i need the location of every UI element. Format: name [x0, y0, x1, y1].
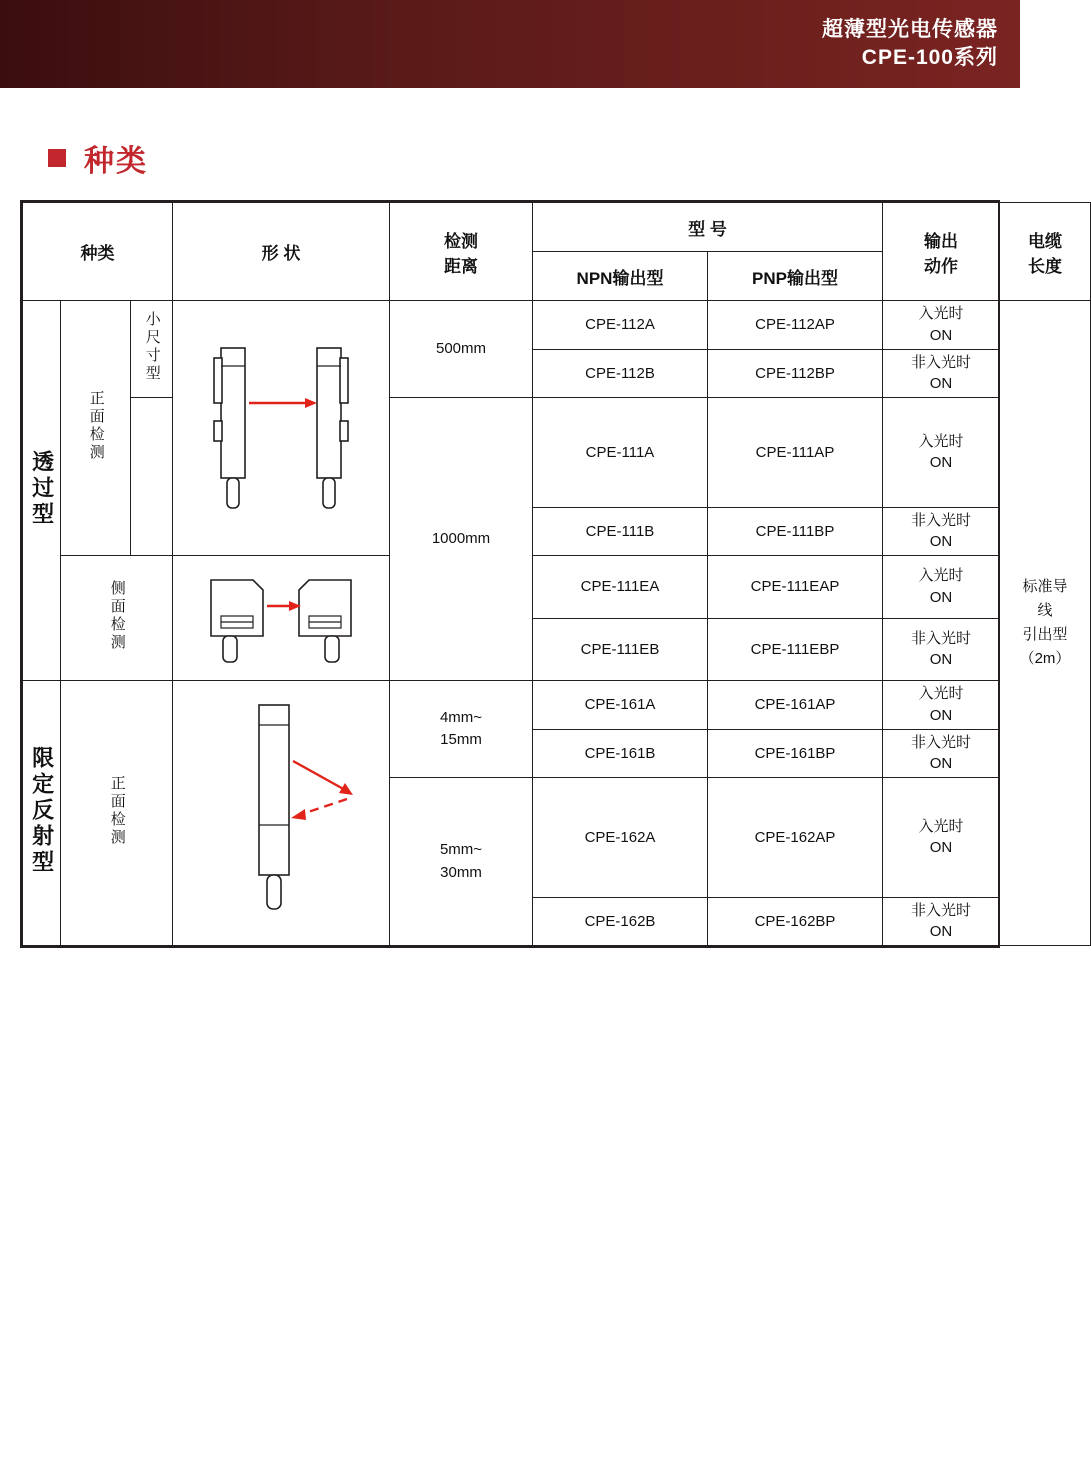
distance-4-15mm-line1: 4mm~ [439, 708, 483, 726]
model-npn: CPE-111EB [533, 618, 708, 681]
limited-reflective-sensor-icon [181, 683, 381, 943]
output-action-line2: ON [929, 923, 953, 941]
output-action [883, 681, 1000, 730]
subtype-front-detect-2-text: 正面检测 [108, 775, 126, 847]
subtype-label-front-detect-1 [61, 301, 131, 556]
table-row [23, 556, 1091, 619]
model-pnp: CPE-112AP [708, 301, 883, 350]
page-title: 种类 [84, 145, 148, 178]
empty-subtype-spacer [131, 398, 173, 556]
output-action [883, 556, 1000, 619]
model-pnp: CPE-111BP [708, 507, 883, 556]
output-action [883, 349, 1000, 398]
output-action-line1: 非入光时 [911, 733, 972, 751]
model-pnp: CPE-111EBP [708, 618, 883, 681]
table-row [23, 301, 1091, 350]
model-npn: CPE-111EA [533, 556, 708, 619]
square-bullet-icon [48, 149, 66, 167]
distance-5-30mm-line2: 30mm [440, 863, 482, 881]
distance-500mm: 500mm [390, 301, 533, 398]
subtype-small-size-text: 小尺寸型 [143, 311, 161, 383]
through-beam-front-sensor-icon [181, 303, 381, 553]
output-action-line1: 非入光时 [911, 511, 972, 529]
header-npn: NPN输出型 [533, 252, 708, 301]
output-action [883, 618, 1000, 681]
cable-line4: （2m） [1019, 650, 1071, 667]
model-npn: CPE-111B [533, 507, 708, 556]
specification-table [22, 202, 1091, 946]
header-distance-line1: 检测 [444, 231, 478, 251]
header-output [883, 203, 1000, 301]
output-action [883, 897, 1000, 946]
model-npn: CPE-111A [533, 398, 708, 508]
header-shape: 形 状 [173, 203, 390, 301]
cable-line3: 引出型 [1022, 626, 1068, 643]
table-header-row-1 [23, 203, 1091, 252]
specification-table-wrapper [20, 200, 1071, 948]
model-npn: CPE-161B [533, 729, 708, 778]
header-kind: 种类 [23, 203, 173, 301]
output-action-line1: 非入光时 [911, 901, 972, 919]
output-action-line2: ON [929, 755, 953, 773]
group-label-through-beam-text: 透过型 [29, 449, 55, 528]
table-row [23, 681, 1091, 730]
group-label-limited-reflective-text: 限定反射型 [29, 746, 55, 876]
model-npn: CPE-112B [533, 349, 708, 398]
model-pnp: CPE-112BP [708, 349, 883, 398]
subtype-side-detect-text: 侧面检测 [108, 580, 126, 652]
shape-diagram-limited-reflective [173, 681, 390, 946]
output-action-line2: ON [929, 588, 953, 606]
output-action-line2: ON [929, 454, 953, 472]
header-output-line1: 输出 [924, 231, 959, 251]
output-action-line2: ON [929, 651, 953, 669]
model-pnp: CPE-111AP [708, 398, 883, 508]
model-pnp: CPE-161BP [708, 729, 883, 778]
section-heading [48, 136, 1020, 180]
subtype-label-small-size [131, 301, 173, 398]
cable-length-value [1000, 301, 1091, 946]
group-label-through-beam [23, 301, 61, 681]
output-action-line2: ON [929, 706, 953, 724]
header-output-line2: 动作 [924, 256, 959, 276]
shape-diagram-through-beam-front [173, 301, 390, 556]
model-npn: CPE-112A [533, 301, 708, 350]
output-action-line2: ON [929, 375, 953, 393]
output-action-line1: 非入光时 [911, 629, 972, 647]
distance-1000mm: 1000mm [390, 398, 533, 681]
subtype-front-detect-1-text: 正面检测 [87, 390, 105, 462]
shape-diagram-through-beam-side [173, 556, 390, 681]
distance-4-15mm-line2: 15mm [440, 731, 482, 748]
output-action [883, 778, 1000, 898]
header-model-group: 型 号 [533, 203, 883, 252]
output-action-line2: ON [929, 533, 953, 551]
output-action [883, 301, 1000, 350]
output-action-line1: 入光时 [918, 685, 964, 702]
header-pnp: PNP输出型 [708, 252, 883, 301]
model-npn: CPE-161A [533, 681, 708, 730]
output-action-line2: ON [929, 326, 953, 344]
cable-line1: 标准导 [1022, 578, 1068, 595]
output-action [883, 729, 1000, 778]
header-distance [390, 203, 533, 301]
model-pnp: CPE-162BP [708, 897, 883, 946]
output-action [883, 507, 1000, 556]
output-action-line1: 入光时 [918, 817, 964, 835]
cable-line2: 线 [1037, 602, 1053, 619]
distance-4-15mm [390, 681, 533, 778]
output-action-line1: 入光时 [918, 432, 964, 450]
model-pnp: CPE-162AP [708, 778, 883, 898]
header-cable-line1: 电缆 [1028, 231, 1063, 251]
output-action-line1: 非入光时 [911, 353, 972, 371]
distance-5-30mm [390, 778, 533, 946]
model-pnp: CPE-111EAP [708, 556, 883, 619]
output-action-line2: ON [929, 839, 953, 857]
through-beam-side-sensor-icon [181, 558, 381, 678]
header-cable-line2: 长度 [1028, 256, 1063, 276]
subtype-label-front-detect-2 [61, 681, 173, 946]
header-title-line2: CPE-100系列 [861, 46, 998, 69]
page-header-banner [0, 0, 1020, 88]
header-cable [1000, 203, 1091, 301]
output-action-line1: 入光时 [918, 567, 964, 584]
header-distance-line2: 距离 [444, 256, 478, 276]
subtype-label-side-detect [61, 556, 173, 681]
model-npn: CPE-162A [533, 778, 708, 898]
output-action [883, 398, 1000, 508]
group-label-limited-reflective [23, 681, 61, 946]
header-title-line1: 超薄型光电传感器 [822, 17, 998, 41]
output-action-line1: 入光时 [918, 305, 964, 322]
distance-5-30mm-line1: 5mm~ [439, 841, 483, 858]
model-pnp: CPE-161AP [708, 681, 883, 730]
model-npn: CPE-162B [533, 897, 708, 946]
